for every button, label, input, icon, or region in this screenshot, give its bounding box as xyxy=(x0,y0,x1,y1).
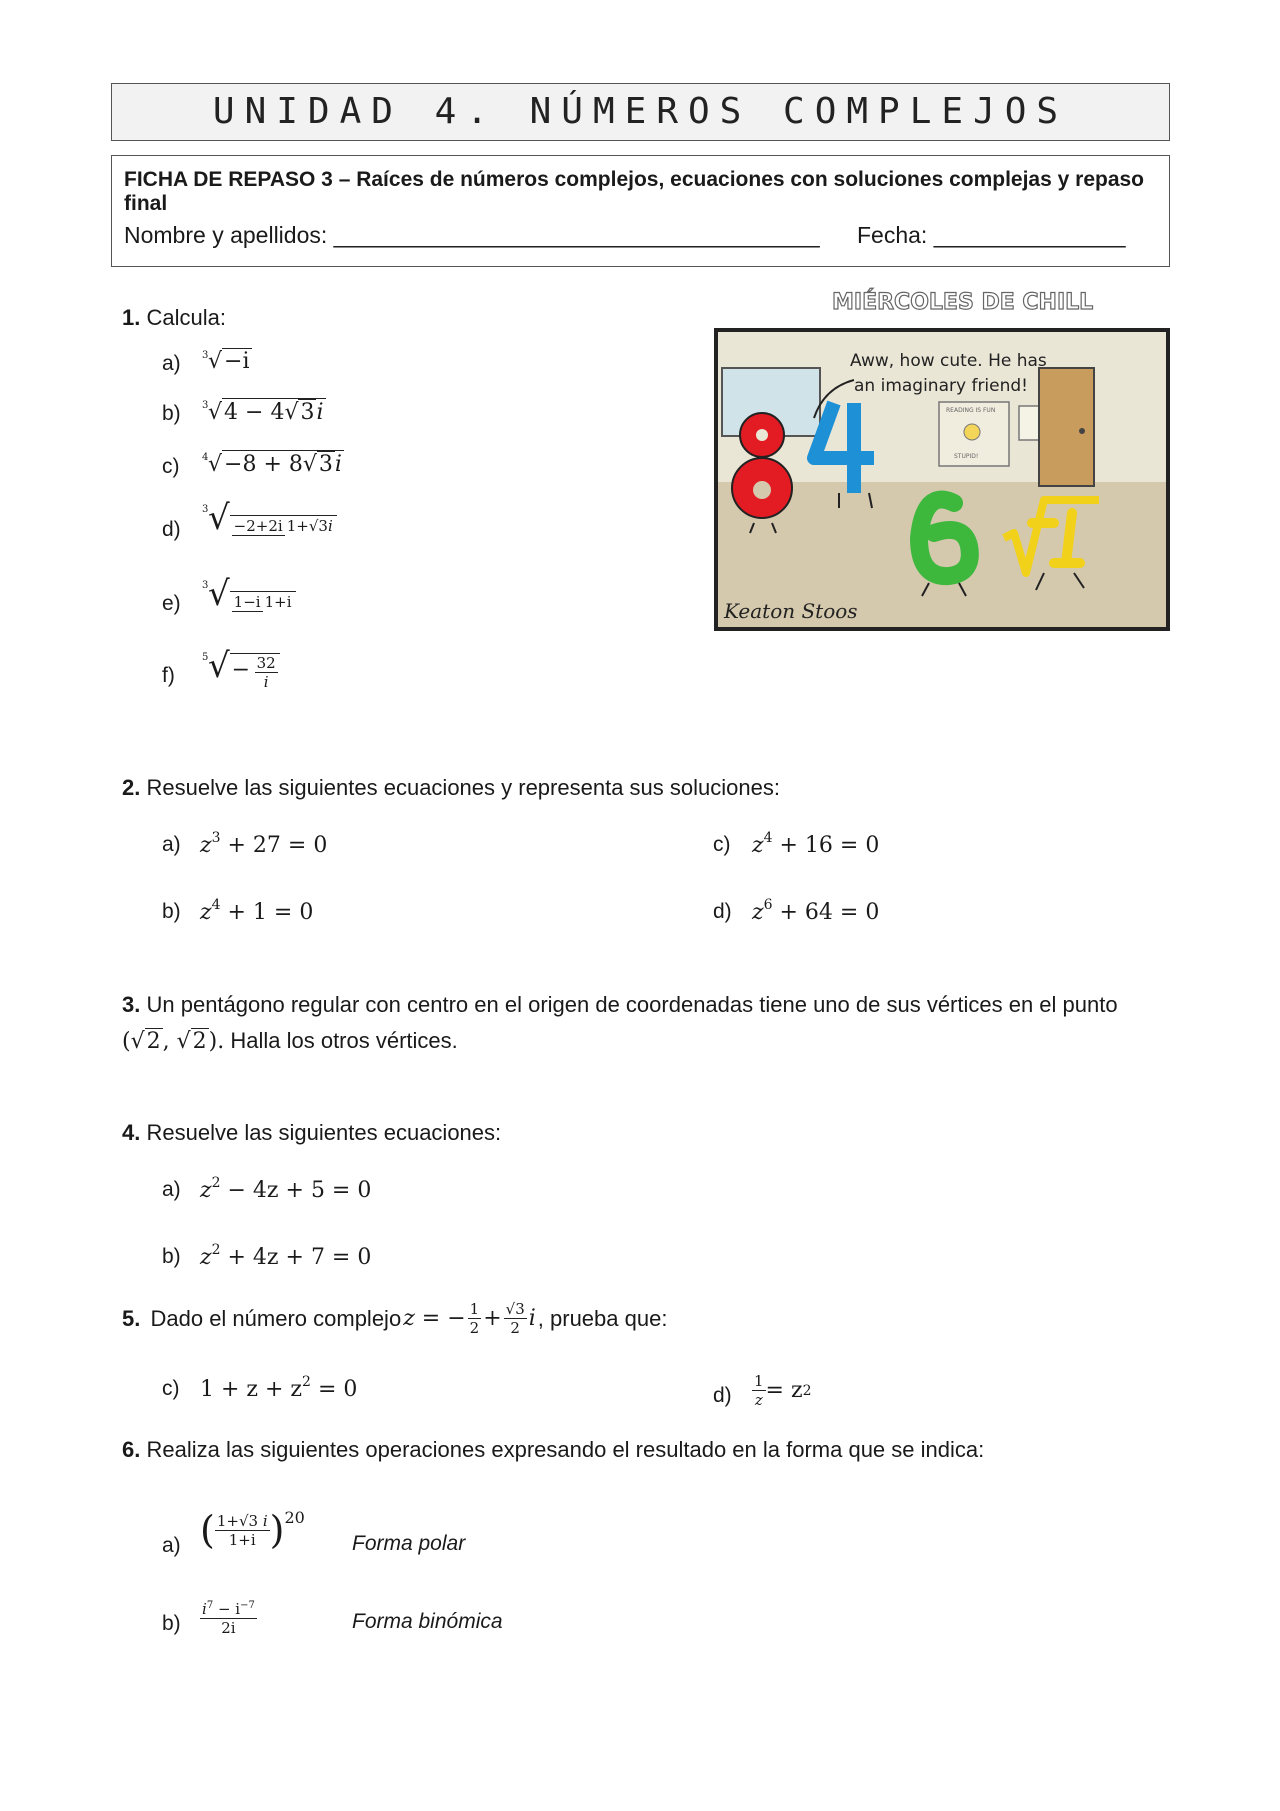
speech-line-1: Aww, how cute. He has xyxy=(850,351,1047,371)
q1-expr-d: 3 √ −2+2i 1+√3i xyxy=(200,498,337,538)
q5-label-c: c) xyxy=(162,1377,180,1400)
date-field[interactable]: Fecha: _______________ xyxy=(857,222,1126,248)
q5-heading: 5. Dado el número complejo z = − $\frac{1}{2}$ + $\frac{√3}{2}$ i , prueba que: xyxy=(122,1300,668,1337)
q5-expr-d: $\frac{1}{z}$ = z 2 xyxy=(754,1372,812,1409)
q4-heading: 4. Resuelve las siguientes ecuaciones: xyxy=(122,1120,502,1145)
info-box xyxy=(111,155,1170,267)
ficha-title: FICHA DE REPASO 3 – Raíces de números complejos, ecuaciones con soluciones complejas y repaso final xyxy=(124,168,1145,215)
q5-expr-c: $1 + z + z^2 = 0$ xyxy=(200,1374,358,1402)
q1-label-f: f) xyxy=(162,664,175,687)
q1-expr-c: 4 √−8 + 8√3i xyxy=(202,452,342,477)
q4-expr-b: $z^2 + 4z + 7 = 0$ xyxy=(200,1242,372,1270)
q1-expr-b: 3 √4 − 4√3i xyxy=(202,400,324,425)
q5-label-d: d) xyxy=(713,1384,732,1407)
q2-expr-a: $z^3 + 27 = 0$ xyxy=(200,830,328,858)
q4-expr-a: $z^2 - 4z + 5 = 0$ xyxy=(200,1175,372,1203)
q2-heading: 2. Resuelve las siguientes ecuaciones y representa sus soluciones: xyxy=(122,775,780,800)
q2-expr-d: $z^6 + 64 = 0$ xyxy=(752,897,880,925)
q1-label-a: a) xyxy=(162,352,181,375)
q1-heading: 1. Calcula: xyxy=(122,305,226,330)
comic-image xyxy=(714,328,1170,631)
q1-expr-e: 3 √ 1−i 1+i xyxy=(200,574,296,614)
q6-form-a: Forma polar xyxy=(352,1532,466,1555)
poster-text-2: STUPID! xyxy=(954,453,979,460)
q1-label-e: e) xyxy=(162,592,181,615)
q1-label-b: b) xyxy=(162,402,181,425)
comic-signature: Keaton Stoos xyxy=(724,599,858,623)
comic-title: MIÉRCOLES DE CHILL xyxy=(832,290,1094,315)
q3-text-line1: 3. Un pentágono regular con centro en el origen de coordenadas tiene uno de sus vértices en el punto xyxy=(122,992,1118,1017)
q1-label-c: c) xyxy=(162,455,180,478)
q2-label-d: d) xyxy=(713,900,732,923)
speech-line-2: an imaginary friend! xyxy=(854,376,1028,396)
q3-text-line2: (√2, √2). Halla los otros vértices. xyxy=(122,1028,458,1054)
q2-label-b: b) xyxy=(162,900,181,923)
page-title: UNIDAD 4. NÚMEROS COMPLEJOS xyxy=(212,91,1069,132)
q6-expr-a: ( $\frac{1+√3 i}{1+i}$ ) 20 xyxy=(200,1508,305,1552)
q2-expr-b: $z^4 + 1 = 0$ xyxy=(200,897,314,925)
q1-expr-f: 5 √− $\frac{32}{i}$ xyxy=(200,646,280,691)
q4-label-a: a) xyxy=(162,1178,181,1201)
q2-expr-c: $z^4 + 16 = 0$ xyxy=(752,830,880,858)
q2-label-c: c) xyxy=(713,833,731,856)
q6-form-b: Forma binómica xyxy=(352,1610,503,1633)
name-field[interactable]: Nombre y apellidos: ______________________________________ xyxy=(124,222,820,248)
q1-label-d: d) xyxy=(162,518,181,541)
q6-label-b: b) xyxy=(162,1612,181,1635)
q2-label-a: a) xyxy=(162,833,181,856)
title-box xyxy=(111,83,1170,141)
q6-expr-b: $\frac{i^7 - i^{-7}}{2i}$ xyxy=(200,1597,257,1637)
poster-text: READING IS FUN xyxy=(946,407,996,414)
q4-label-b: b) xyxy=(162,1245,181,1268)
q6-label-a: a) xyxy=(162,1534,181,1557)
q1-expr-a: 3 √−i xyxy=(202,349,250,374)
q6-heading: 6. Realiza las siguientes operaciones expresando el resultado en la forma que se indica: xyxy=(122,1437,985,1462)
